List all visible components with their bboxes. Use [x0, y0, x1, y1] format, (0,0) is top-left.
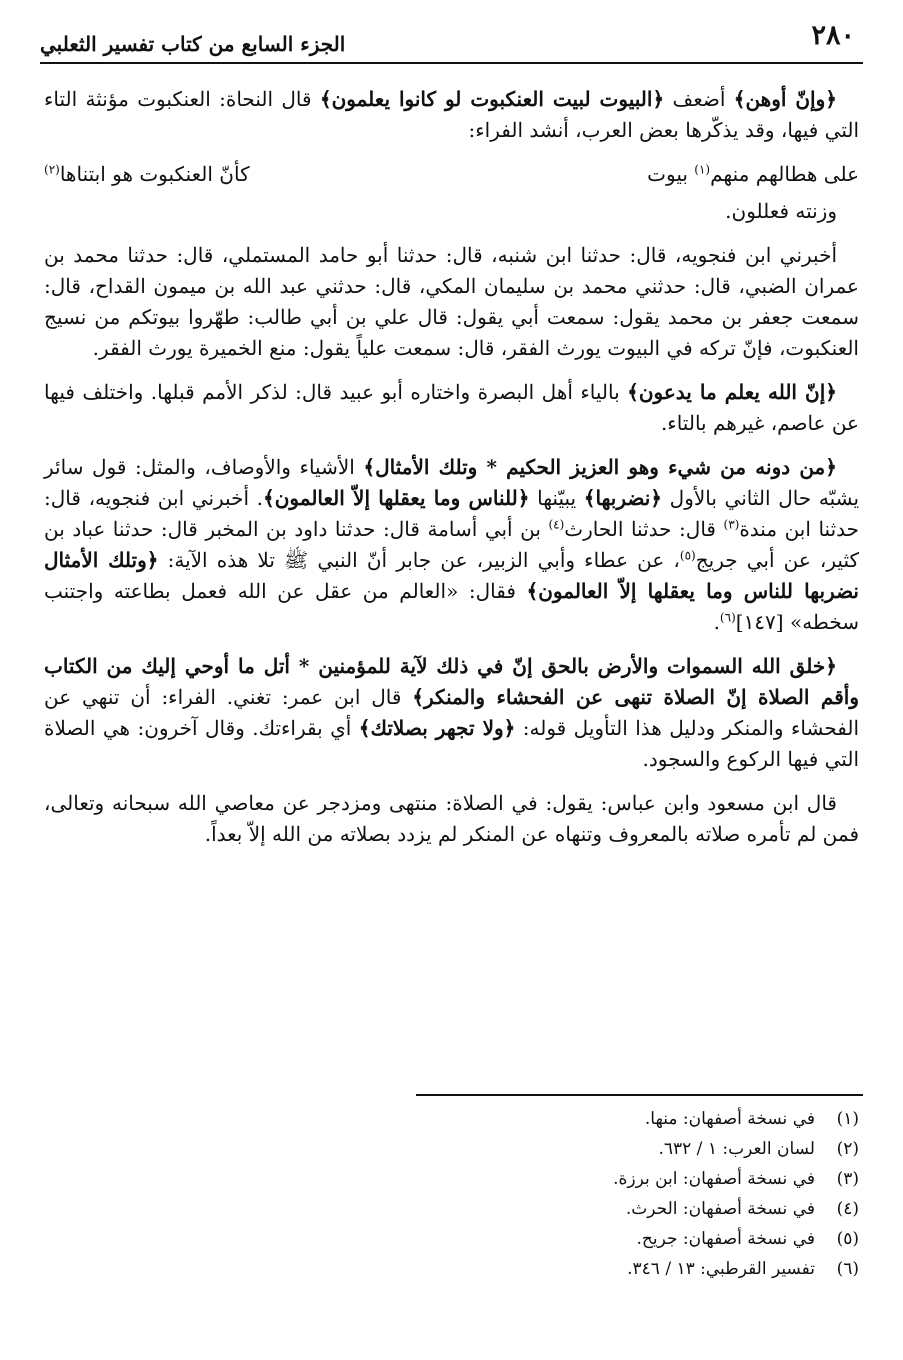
footnote-item [300, 1254, 859, 1284]
footnote-number: (٢) [836, 1139, 859, 1159]
quran-quote: ﴿للناس وما يعقلها إلاّ العالمون﴾ [263, 486, 530, 510]
quran-quote: ﴿وتلك الأمثال نضربها للناس وما يعقلها إلاّ العالمون﴾ [44, 548, 859, 603]
footnote-item [300, 1134, 859, 1164]
verse-text: كأنّ العنكبوت هو ابتناها [59, 162, 250, 186]
footnote-ref[interactable]: (٥) [679, 548, 696, 563]
text-run: فقال: «العالم من عقل عن الله فعمل بطاعته واجتنب سخطه» [١٤٧] [44, 579, 859, 634]
footnote-number: (٣) [836, 1169, 859, 1189]
verse-hemistich-right [647, 159, 859, 190]
quran-quote: ﴿خلق الله السموات والأرض بالحق إنّ في ذلك لآية للمؤمنين * أتل ما أوحي إليك من الكتاب وأقم الصلاة إنّ الصلاة تنهى عن الفحشاء والمنكر﴾ [44, 654, 859, 709]
running-title: الجزء السابع من كتاب تفسير الثعلبي [40, 32, 346, 56]
text-run: بن أبي أسامة قال: حدثنا داود بن المخبر قال: حدثنا عباد بن كثير، عن أبي جريج [44, 517, 860, 572]
paragraph-4 [44, 452, 859, 638]
footnotes [300, 1104, 859, 1284]
footnote-ref[interactable]: (٦) [719, 610, 736, 625]
text-run: . [713, 610, 720, 634]
footnote-item [300, 1194, 859, 1224]
footnote-ref[interactable]: (٢) [44, 162, 60, 177]
footnote-ref[interactable]: (٣) [723, 517, 740, 532]
quran-quote: ﴿ولا تجهر بصلاتك﴾ [358, 716, 516, 740]
quran-quote: ﴿إنّ الله يعلم ما يدعون﴾ [627, 380, 837, 404]
verse-text: بيوت [647, 162, 695, 186]
footnote-number: (٥) [836, 1229, 859, 1249]
quran-quote: ﴿نضربها﴾ [583, 486, 663, 510]
footnote-text: في نسخة أصفهان: الحرث. [625, 1199, 815, 1219]
footnote-number: (١) [836, 1109, 859, 1129]
text-run: أضعف [664, 87, 734, 111]
footnote-ref[interactable]: (١) [694, 162, 711, 177]
main-text [44, 84, 859, 863]
verse-hemistich-left [44, 159, 250, 190]
paragraph-1 [44, 84, 859, 146]
text-run: قال: حدثنا الحارث [564, 517, 724, 541]
footnote-text: في نسخة أصفهان: ابن برزة. [613, 1169, 815, 1189]
footnote-text: لسان العرب: ١ / ٦٣٢. [658, 1139, 815, 1159]
poem-verse [44, 159, 859, 190]
paragraph-3 [44, 377, 859, 439]
footnote-item [300, 1104, 859, 1134]
footnote-text: في نسخة أصفهان: جريح. [636, 1229, 815, 1249]
text-run: أي بقراءتك. وقال آخرون: هي الصلاة التي فيها الركوع والسجود. [44, 716, 859, 771]
footnote-text: تفسير القرطبي: ١٣ / ٣٤٦. [627, 1259, 815, 1279]
footnote-text: في نسخة أصفهان: منها. [644, 1109, 815, 1129]
text-run: الأشياء والأوصاف، والمثل: قول سائر يشبّه حال الثاني بالأول [44, 455, 860, 510]
quran-quote: ﴿البيوت لبيت العنكبوت لو كانوا يعلمون﴾ [319, 87, 665, 111]
paragraph-6: قال ابن مسعود وابن عباس: يقول: في الصلاة: منتهى ومزدجر عن معاصي الله سبحانه وتعالى، فمن لم تأمره صلاته بالمعروف وتنهاه عن المنكر لم يزدد بصلاته من الله إلاّ بعداً. [44, 791, 859, 846]
text-run: قال ابن عمر: تغني. الفراء: أن تنهي عن الفحشاء والمنكر ودليل هذا التأويل قوله: [44, 685, 859, 740]
text-run: ، عن عطاء وأبي الزبير، عن جابر أنّ النبي ﷺ تلا هذه الآية: [158, 548, 680, 572]
meter-note: وزنته فعللون. [725, 199, 837, 223]
text-run: . أخبرني ابن فنجويه، قال: حدثنا ابن مندة [44, 486, 860, 541]
text-run: قال النحاة: العنكبوت مؤنثة التاء التي فيها، وقد يذكّرها بعض العرب، أنشد الفراء: [44, 87, 859, 142]
footnote-item [300, 1224, 859, 1254]
footnote-divider [416, 1094, 863, 1096]
quran-quote: ﴿من دونه من شيء وهو العزيز الحكيم * وتلك الأمثال﴾ [363, 455, 837, 479]
page-number: ٢٨٠ [811, 20, 855, 51]
footnote-ref[interactable]: (٤) [548, 517, 565, 532]
paragraph-2: أخبرني ابن فنجويه، قال: حدثنا ابن شنبه، قال: حدثنا أبو حامد المستملي، قال: حدثنا محمد بن عمران الضبي، قال: حدثني محمد بن سليمان المكي، قال: حدثني عبد الله بن ميمون القداح، قال: سمعت جعفر بن محمد يقول: سمعت أبي يقول: قال علي بن أبي طالب: طهّروا بيوتكم من نسيج العنكبوت، فإنّ تركه في البيوت يورث الفقر، قال: سمعت علياً يقول: منع الخميرة يورث الفقر. [44, 243, 859, 360]
footnote-number: (٤) [836, 1199, 859, 1219]
quran-quote: ﴿وإنّ أوهن﴾ [733, 87, 837, 111]
footnote-number: (٦) [836, 1259, 859, 1279]
verse-text: على هطالهم منهم [710, 162, 859, 186]
page-header [40, 18, 863, 64]
text-run: يبيّنها [529, 486, 584, 510]
text-run: بالياء أهل البصرة واختاره أبو عبيد قال: لذكر الأمم قبلها. واختلف فيها عن عاصم، غيرهم بالتاء. [44, 380, 859, 435]
paragraph-5 [44, 651, 859, 775]
footnote-item [300, 1164, 859, 1194]
